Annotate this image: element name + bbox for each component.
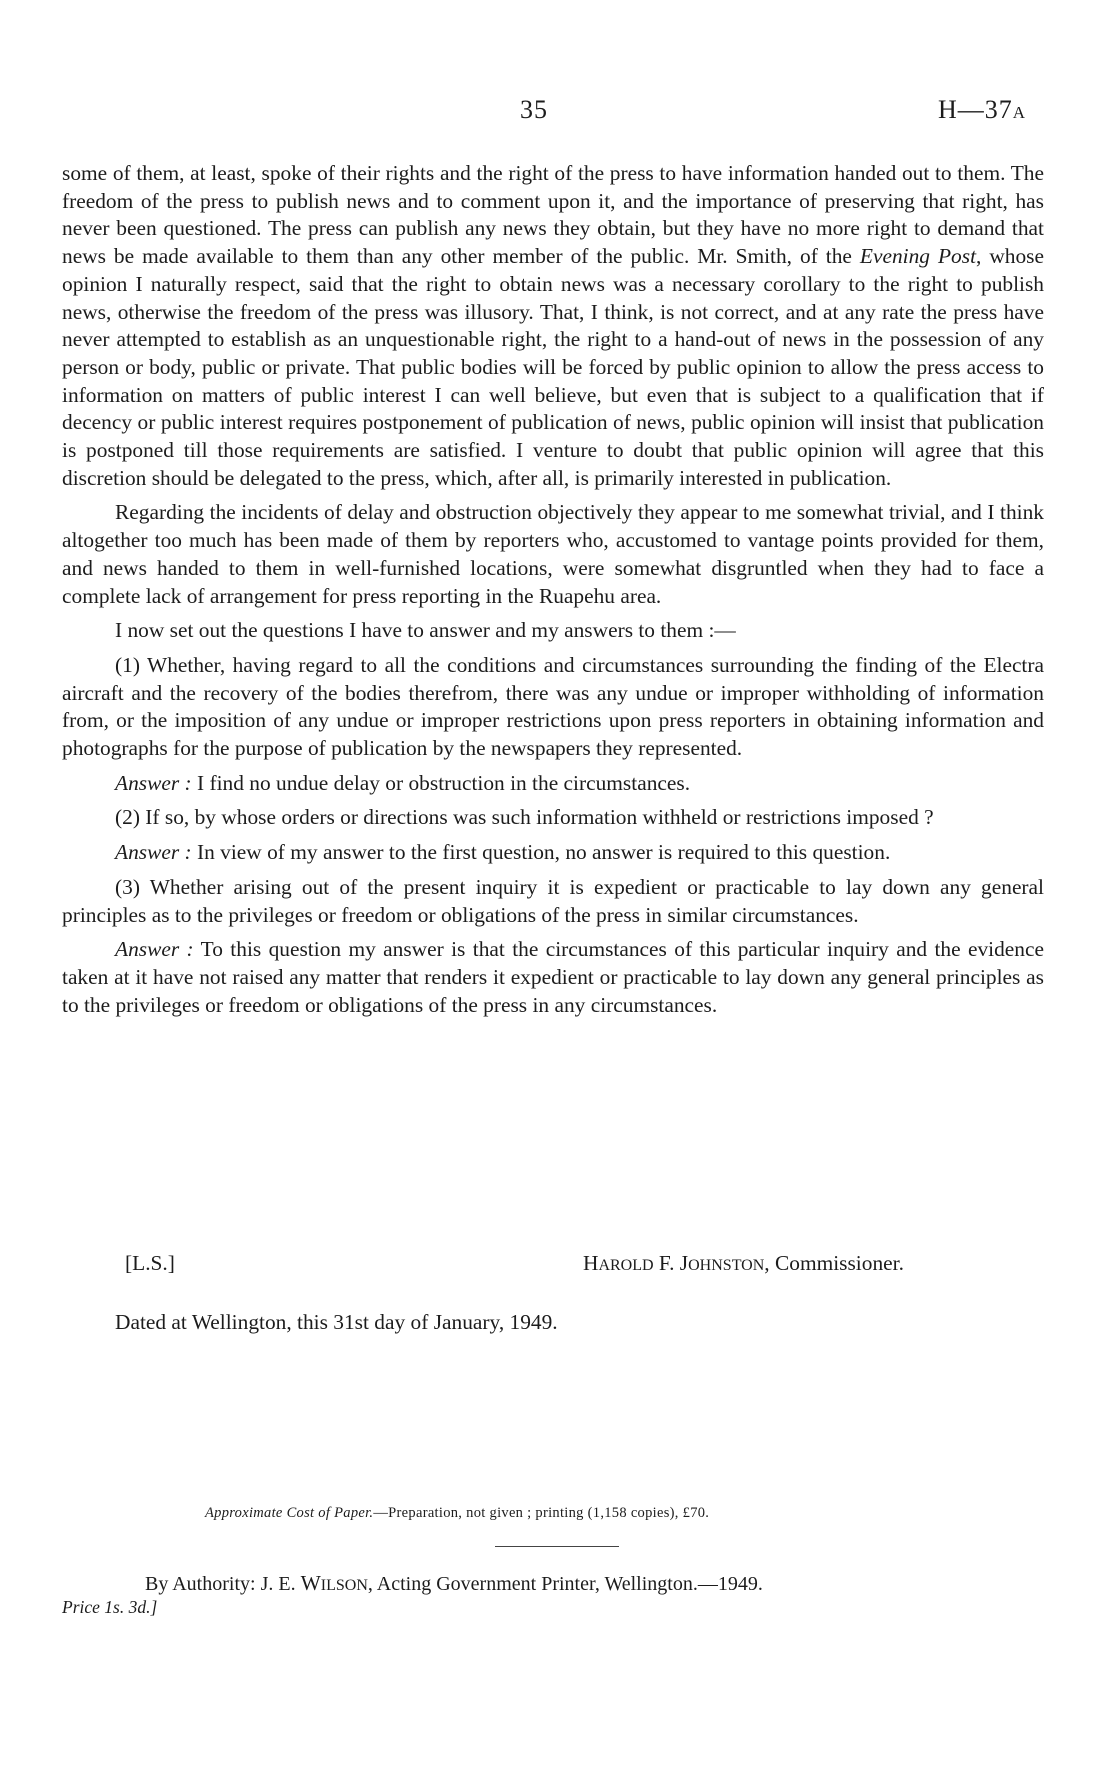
answer-1-label: Answer : [115, 770, 192, 795]
answer-2-text: In view of my answer to the first question, no answer is required to this question. [191, 840, 891, 865]
price-line: Price 1s. 3d.] [62, 1597, 158, 1617]
page-number: 35 [520, 95, 548, 124]
answer-1 [62, 770, 1044, 798]
dated-line: Dated at Wellington, this 31st day of January, 1949. [115, 1310, 558, 1334]
answer-2-label: Answer : [115, 840, 192, 865]
question-1: (1) Whether, having regard to all the conditions and circumstances surrounding the finding of the Electra aircraft and the recovery of the bodies therefrom, there was any undue or improper withholding of information from, or the imposition of any undue or improper restrictions upon press reporters in obtaining information and photographs for the purpose of publication by the newspapers they represented. [62, 652, 1044, 761]
answer-3 [62, 936, 1044, 1019]
seal-mark: [L.S.] [125, 1251, 175, 1275]
answer-3-label: Answer : [115, 937, 194, 962]
paragraph-press-rights-end: , whose opinion I naturally respect, said that the right to obtain news was a necessary corollary to the right to publish news, otherwise the freedom of the press was illusory. That, I think, is not correct, and at any rate the press have never attempted to establish as an unquestionable right, the right to a hand-out of news in the possession of any person or body, public or private. That public bodies will be forced by public opinion to allow the press access to information on matters of public interest I can well believe, but even that is subject to a qualification that if decency or public interest requires postponement of publication of news, public opinion will insist that publication is postponed till those requirements are satisfied. I venture to doubt that public opinion will agree that this discretion should be delegated to the press, which, after all, is primarily interested in publication. [62, 244, 1044, 490]
report-body [62, 160, 1044, 1019]
paragraph-delay-incidents: Regarding the incidents of delay and obstruction objectively they appear to me somewhat trivial, and I think altogether too much has been made of them by reporters who, accustomed to vantage points provided for them, and news handed to them in well-furnished locations, were somewhat disgruntled when they had to face a complete lack of arrangement for press reporting in the Ruapehu area. [62, 500, 1044, 608]
cost-text: —Preparation, not given ; printing (1,158 copies), £70. [373, 1505, 710, 1521]
answer-2 [62, 839, 1044, 867]
question-2: (2) If so, by whose orders or directions was such information withheld or restrictions imposed ? [115, 805, 934, 830]
answer-3-text: To this question my answer is that the circumstances of this particular inquiry and the evidence taken at it have not raised any matter that renders it expedient or practicable to lay down any general principles as to the privileges or freedom or obligations of the press in any circumstances. [62, 937, 1044, 1017]
commissioner-signature: HAROLD F. JOHNSTON, Commissioner. [583, 1251, 904, 1275]
answer-1-text: I find no undue delay or obstruction in the circumstances. [191, 770, 691, 795]
paragraph-press-rights [62, 160, 1044, 492]
cost-label: Approximate Cost of Paper. [205, 1505, 374, 1521]
question-3: (3) Whether arising out of the present inquiry it is expedient or practicable to lay down any general principles as to the privileges or freedom or obligations of the press in similar circumstances. [62, 874, 1044, 927]
document-reference [938, 95, 1026, 125]
document-reference-suffix: A [1012, 103, 1027, 122]
footer-divider [495, 1546, 619, 1547]
printer-authority: By Authority: J. E. WILSON, Acting Government Printer, Wellington.—1949. [145, 1571, 763, 1595]
cost-of-paper [205, 1505, 709, 1522]
paragraph-press-rights-start: some of them, at least, spoke of their rights and the right of the press to have information handed out to them. The freedom of the press to publish news and to comment upon it, and the importance of preserving that right, has never been questioned. The press can publish any news they obtain, but they have no more right to demand that news be made available to them than any other member of the public. Mr. Smith, of the [62, 161, 1044, 269]
newspaper-name: Evening Post [859, 244, 977, 269]
paragraph-questions-intro: I now set out the questions I have to answer and my answers to them :— [115, 618, 736, 643]
document-reference-main: H—37 [938, 95, 1013, 124]
